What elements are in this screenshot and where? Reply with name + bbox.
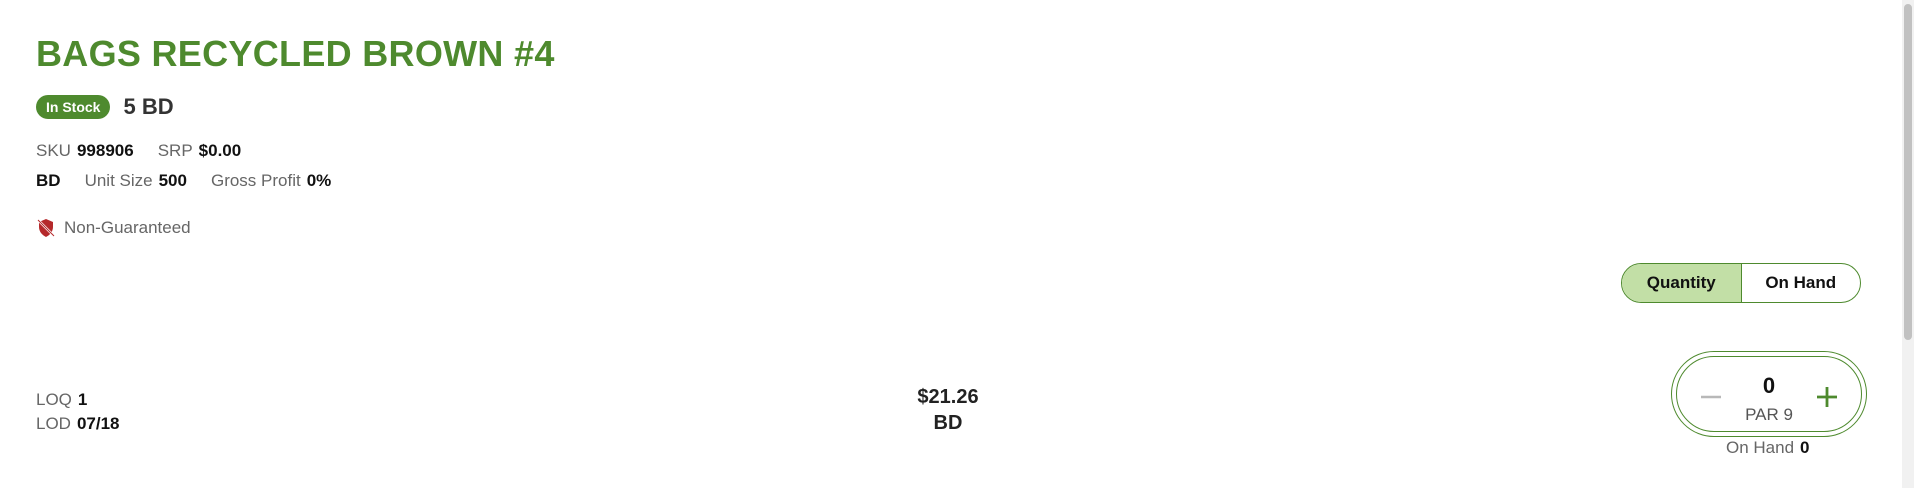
gross-profit-value: 0%: [306, 171, 332, 190]
stock-status-badge: In Stock: [36, 95, 110, 119]
quantity-value[interactable]: 0: [1762, 373, 1776, 398]
on-hand-label: On Hand: [1726, 438, 1795, 457]
stock-quantity: 5 BD: [123, 94, 174, 119]
plus-icon[interactable]: [1815, 385, 1839, 409]
on-hand-value: 0: [1800, 438, 1810, 457]
shield-slash-icon: [36, 218, 56, 238]
loq-row: [36, 388, 120, 412]
product-title: BAGS RECYCLED BROWN #4: [36, 33, 555, 74]
order-limits: [36, 388, 120, 436]
lod-label: LOD: [36, 414, 71, 433]
scrollbar-thumb[interactable]: [1904, 4, 1912, 340]
quantity-stepper: [1671, 351, 1867, 437]
srp-label: SRP: [157, 141, 193, 160]
toggle-quantity[interactable]: Quantity: [1622, 264, 1742, 302]
quantity-onhand-toggle: [1621, 263, 1861, 303]
price-value: $21.26: [917, 386, 979, 408]
lod-value: 07/18: [76, 414, 120, 433]
loq-label: LOQ: [36, 390, 72, 409]
lod-row: [36, 412, 120, 436]
price-unit: BD: [933, 412, 963, 434]
unit-size-label: Unit Size: [84, 171, 153, 190]
unit-row: [36, 171, 331, 191]
par-label: PAR 9: [1745, 405, 1793, 424]
sku-srp-row: [36, 141, 241, 161]
price-block: [900, 384, 996, 436]
unit-of-measure: BD: [36, 171, 61, 190]
sku-label: SKU: [36, 141, 71, 160]
non-guaranteed-indicator: [36, 218, 191, 238]
toggle-on-hand[interactable]: On Hand: [1765, 273, 1837, 292]
non-guaranteed-label: Non-Guaranteed: [64, 218, 191, 237]
stepper-inner: [1676, 356, 1862, 432]
scrollbar[interactable]: [1902, 0, 1914, 488]
on-hand-row: [1726, 438, 1810, 458]
gross-profit-label: Gross Profit: [210, 171, 301, 190]
loq-value: 1: [77, 390, 88, 409]
sku-value: 998906: [76, 141, 134, 160]
srp-value: $0.00: [198, 141, 242, 160]
stock-row: [36, 94, 174, 120]
unit-size-value: 500: [158, 171, 187, 190]
